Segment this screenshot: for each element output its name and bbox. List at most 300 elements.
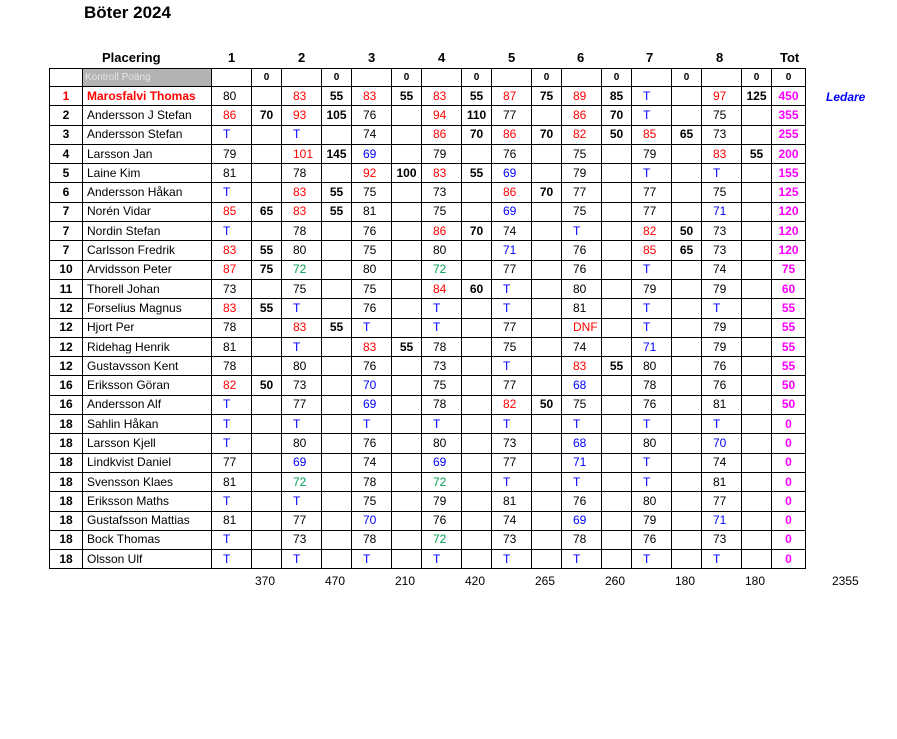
score-cell: 72 <box>422 260 462 279</box>
score-cell: T <box>632 318 672 337</box>
score-cell: T <box>492 550 532 569</box>
placement-cell: 18 <box>50 530 83 549</box>
penalty-points-cell <box>532 164 562 183</box>
table-row <box>50 318 806 337</box>
penalty-points-cell <box>742 415 772 434</box>
total-cell: 55 <box>772 299 806 318</box>
score-cell: 76 <box>562 241 602 260</box>
penalty-points-cell <box>672 318 702 337</box>
score-cell: 75 <box>352 183 392 202</box>
header-round-1: 1 <box>228 50 236 65</box>
penalty-points-cell <box>462 530 492 549</box>
header-round-6: 6 <box>577 50 585 65</box>
penalty-points-cell <box>742 183 772 202</box>
score-cell: 68 <box>562 434 602 453</box>
penalty-points-cell <box>392 434 422 453</box>
score-cell: T <box>702 550 742 569</box>
penalty-points-cell <box>392 125 422 144</box>
penalty-points-cell <box>392 260 422 279</box>
penalty-points-cell: 50 <box>602 125 632 144</box>
player-name-cell: Norén Vidar <box>83 202 212 221</box>
results-table-body <box>50 69 806 569</box>
player-name-cell: Andersson J Stefan <box>83 106 212 125</box>
score-cell: 74 <box>492 222 532 241</box>
penalty-points-cell: 100 <box>392 164 422 183</box>
score-cell: 76 <box>352 299 392 318</box>
score-cell: 83 <box>282 318 322 337</box>
score-cell: 86 <box>212 106 252 125</box>
player-name-cell: Andersson Håkan <box>83 183 212 202</box>
penalty-points-cell <box>742 241 772 260</box>
penalty-points-cell: 70 <box>462 125 492 144</box>
penalty-points-cell <box>742 279 772 298</box>
total-cell: 155 <box>772 164 806 183</box>
total-cell: 120 <box>772 241 806 260</box>
placement-cell: 3 <box>50 125 83 144</box>
penalty-points-cell <box>392 202 422 221</box>
score-cell: 83 <box>562 357 602 376</box>
placement-cell: 18 <box>50 453 83 472</box>
score-cell: 71 <box>492 241 532 260</box>
score-cell: 87 <box>212 260 252 279</box>
score-cell: 83 <box>282 202 322 221</box>
penalty-points-cell <box>532 222 562 241</box>
penalty-points-cell <box>392 472 422 491</box>
score-cell: 78 <box>422 337 462 356</box>
score-cell: 75 <box>562 202 602 221</box>
score-cell: 75 <box>352 241 392 260</box>
score-cell: T <box>212 125 252 144</box>
score-cell: 79 <box>422 492 462 511</box>
penalty-points-cell <box>462 183 492 202</box>
score-cell: 77 <box>492 318 532 337</box>
penalty-points-cell <box>742 395 772 414</box>
total-cell: 0 <box>772 415 806 434</box>
score-cell: 73 <box>702 530 742 549</box>
score-cell: 79 <box>702 279 742 298</box>
score-cell: 78 <box>212 357 252 376</box>
score-cell: 73 <box>282 530 322 549</box>
total-cell: 75 <box>772 260 806 279</box>
penalty-points-cell <box>672 415 702 434</box>
score-cell: 72 <box>282 472 322 491</box>
control-score-cell <box>492 69 532 87</box>
score-cell: 80 <box>352 260 392 279</box>
penalty-points-cell <box>672 492 702 511</box>
penalty-points-cell <box>392 550 422 569</box>
penalty-points-cell <box>392 241 422 260</box>
penalty-points-cell <box>462 550 492 569</box>
penalty-points-cell <box>532 144 562 163</box>
penalty-points-cell: 65 <box>672 241 702 260</box>
header-placering: Placering <box>102 50 161 65</box>
score-cell: 76 <box>492 144 532 163</box>
table-row <box>50 106 806 125</box>
penalty-points-cell: 55 <box>462 164 492 183</box>
penalty-points-cell <box>252 511 282 530</box>
score-cell: 80 <box>212 87 252 106</box>
table-row <box>50 144 806 163</box>
table-row <box>50 337 806 356</box>
penalty-points-cell <box>462 241 492 260</box>
penalty-points-cell <box>672 357 702 376</box>
penalty-points-cell <box>672 376 702 395</box>
total-cell: 50 <box>772 376 806 395</box>
penalty-points-cell <box>252 453 282 472</box>
penalty-points-cell <box>602 395 632 414</box>
placement-cell: 12 <box>50 299 83 318</box>
penalty-points-cell <box>392 279 422 298</box>
penalty-points-cell: 55 <box>252 299 282 318</box>
penalty-points-cell <box>252 144 282 163</box>
score-cell: T <box>632 164 672 183</box>
score-cell: T <box>562 472 602 491</box>
table-row <box>50 357 806 376</box>
table-row <box>50 550 806 569</box>
table-row <box>50 279 806 298</box>
score-cell: 80 <box>422 434 462 453</box>
penalty-points-cell <box>322 511 352 530</box>
round-sum: 265 <box>535 574 556 588</box>
score-cell: T <box>212 395 252 414</box>
control-points: 0 <box>742 69 772 87</box>
score-cell: 75 <box>702 183 742 202</box>
penalty-points-cell <box>322 395 352 414</box>
penalty-points-cell <box>462 511 492 530</box>
control-points: 0 <box>602 69 632 87</box>
control-points: 0 <box>392 69 422 87</box>
table-row <box>50 453 806 472</box>
penalty-points-cell <box>532 260 562 279</box>
score-cell: 75 <box>422 202 462 221</box>
penalty-points-cell <box>322 279 352 298</box>
score-cell: 94 <box>422 106 462 125</box>
player-name-cell: Larsson Jan <box>83 144 212 163</box>
penalty-points-cell: 105 <box>322 106 352 125</box>
penalty-points-cell <box>392 395 422 414</box>
penalty-points-cell <box>602 472 632 491</box>
penalty-points-cell <box>672 279 702 298</box>
penalty-points-cell: 70 <box>252 106 282 125</box>
score-cell: T <box>352 318 392 337</box>
penalty-points-cell <box>392 106 422 125</box>
header-round-5: 5 <box>508 50 516 65</box>
penalty-points-cell <box>742 337 772 356</box>
placement-cell: 7 <box>50 241 83 260</box>
round-sum: 180 <box>675 574 696 588</box>
score-cell: T <box>422 318 462 337</box>
penalty-points-cell <box>462 376 492 395</box>
score-cell: T <box>492 472 532 491</box>
penalty-points-cell <box>252 222 282 241</box>
table-row <box>50 241 806 260</box>
placement-cell: 7 <box>50 202 83 221</box>
penalty-points-cell <box>742 299 772 318</box>
penalty-points-cell <box>742 550 772 569</box>
penalty-points-cell <box>392 183 422 202</box>
penalty-points-cell <box>672 395 702 414</box>
score-cell: 77 <box>492 106 532 125</box>
score-cell: 74 <box>702 260 742 279</box>
score-cell: 77 <box>282 511 322 530</box>
total-cell: 0 <box>772 550 806 569</box>
score-cell: T <box>422 299 462 318</box>
penalty-points-cell <box>602 453 632 472</box>
score-cell: 74 <box>352 453 392 472</box>
score-cell: 76 <box>562 492 602 511</box>
penalty-points-cell: 70 <box>532 125 562 144</box>
penalty-points-cell <box>252 279 282 298</box>
penalty-points-cell <box>462 260 492 279</box>
score-cell: 69 <box>352 144 392 163</box>
round-sum: 470 <box>325 574 346 588</box>
score-cell: 72 <box>422 472 462 491</box>
penalty-points-cell <box>672 550 702 569</box>
penalty-points-cell <box>672 511 702 530</box>
score-cell: 80 <box>282 357 322 376</box>
table-row <box>50 202 806 221</box>
score-cell: 81 <box>702 472 742 491</box>
score-cell: 73 <box>702 222 742 241</box>
score-cell: 74 <box>492 511 532 530</box>
score-cell: 85 <box>212 202 252 221</box>
penalty-points-cell <box>532 492 562 511</box>
penalty-points-cell: 55 <box>322 202 352 221</box>
player-name-cell: Eriksson Göran <box>83 376 212 395</box>
player-name-cell: Ridehag Henrik <box>83 337 212 356</box>
table-row <box>50 395 806 414</box>
score-cell: 92 <box>352 164 392 183</box>
score-cell: 82 <box>492 395 532 414</box>
total-cell: 0 <box>772 434 806 453</box>
total-cell: 255 <box>772 125 806 144</box>
penalty-points-cell <box>672 337 702 356</box>
table-row <box>50 530 806 549</box>
score-cell: 84 <box>422 279 462 298</box>
score-cell: 76 <box>352 222 392 241</box>
round-sum: 210 <box>395 574 416 588</box>
placement-cell: 18 <box>50 511 83 530</box>
score-cell: 76 <box>632 530 672 549</box>
penalty-points-cell <box>742 202 772 221</box>
score-cell: 80 <box>632 434 672 453</box>
penalty-points-cell <box>392 318 422 337</box>
player-name-cell: Lindkvist Daniel <box>83 453 212 472</box>
score-cell: T <box>282 550 322 569</box>
score-cell: 71 <box>702 202 742 221</box>
score-cell: T <box>492 415 532 434</box>
penalty-points-cell: 70 <box>602 106 632 125</box>
header-round-2: 2 <box>298 50 306 65</box>
header-tot: Tot <box>780 50 800 65</box>
score-cell: 69 <box>492 164 532 183</box>
control-points: 0 <box>462 69 492 87</box>
score-cell: 75 <box>352 279 392 298</box>
control-points: 0 <box>672 69 702 87</box>
player-name-cell: Nordin Stefan <box>83 222 212 241</box>
score-cell: T <box>212 222 252 241</box>
score-cell: 86 <box>562 106 602 125</box>
score-cell: 77 <box>632 183 672 202</box>
score-cell: T <box>492 357 532 376</box>
control-tot: 0 <box>772 69 806 87</box>
player-name-cell: Gustavsson Kent <box>83 357 212 376</box>
player-name-cell: Marosfalvi Thomas <box>83 87 212 106</box>
score-cell: T <box>282 492 322 511</box>
score-cell: 68 <box>562 376 602 395</box>
score-cell: 79 <box>562 164 602 183</box>
placement-cell: 18 <box>50 415 83 434</box>
score-cell: 80 <box>282 241 322 260</box>
header-round-4: 4 <box>438 50 446 65</box>
player-name-cell: Forselius Magnus <box>83 299 212 318</box>
penalty-points-cell <box>462 492 492 511</box>
penalty-points-cell <box>322 299 352 318</box>
penalty-points-cell: 55 <box>392 337 422 356</box>
total-cell: 120 <box>772 222 806 241</box>
table-row <box>50 183 806 202</box>
score-cell: 79 <box>632 144 672 163</box>
penalty-points-cell <box>532 415 562 434</box>
penalty-points-cell <box>742 357 772 376</box>
table-row <box>50 125 806 144</box>
control-points: 0 <box>532 69 562 87</box>
score-cell: 79 <box>702 337 742 356</box>
score-cell: 78 <box>562 530 602 549</box>
penalty-points-cell <box>532 337 562 356</box>
table-row <box>50 164 806 183</box>
score-cell: 70 <box>352 376 392 395</box>
penalty-points-cell <box>322 222 352 241</box>
penalty-points-cell: 125 <box>742 87 772 106</box>
penalty-points-cell <box>602 337 632 356</box>
score-cell: 101 <box>282 144 322 163</box>
penalty-points-cell <box>742 318 772 337</box>
penalty-points-cell <box>252 472 282 491</box>
penalty-points-cell: 145 <box>322 144 352 163</box>
score-cell: 86 <box>422 125 462 144</box>
score-cell: 76 <box>352 434 392 453</box>
score-cell: 82 <box>212 376 252 395</box>
total-cell: 0 <box>772 530 806 549</box>
penalty-points-cell <box>672 183 702 202</box>
score-cell: 86 <box>492 183 532 202</box>
score-cell: 78 <box>422 395 462 414</box>
placement-cell: 1 <box>50 87 83 106</box>
score-cell: 77 <box>492 260 532 279</box>
player-name-cell: Andersson Alf <box>83 395 212 414</box>
penalty-points-cell <box>742 125 772 144</box>
total-cell: 60 <box>772 279 806 298</box>
penalty-points-cell <box>252 87 282 106</box>
penalty-points-cell <box>252 337 282 356</box>
leader-note: Ledare <box>826 90 866 104</box>
control-row <box>50 69 806 87</box>
penalty-points-cell <box>532 318 562 337</box>
round-sum: 370 <box>255 574 276 588</box>
score-cell: T <box>212 550 252 569</box>
score-cell: 69 <box>492 202 532 221</box>
total-cell: 55 <box>772 337 806 356</box>
score-cell: 71 <box>562 453 602 472</box>
score-cell: T <box>562 415 602 434</box>
control-label: Kontroll Poäng <box>83 69 212 87</box>
placement-cell: 18 <box>50 472 83 491</box>
score-cell: 80 <box>632 492 672 511</box>
penalty-points-cell <box>672 472 702 491</box>
score-cell: 77 <box>562 183 602 202</box>
penalty-points-cell <box>322 415 352 434</box>
penalty-points-cell: 75 <box>532 87 562 106</box>
penalty-points-cell <box>322 125 352 144</box>
score-cell: T <box>212 183 252 202</box>
player-name-cell: Eriksson Maths <box>83 492 212 511</box>
player-name-cell: Thorell Johan <box>83 279 212 298</box>
total-cell: 0 <box>772 492 806 511</box>
penalty-points-cell <box>252 164 282 183</box>
score-cell: T <box>562 550 602 569</box>
score-cell: 78 <box>282 222 322 241</box>
score-cell: 77 <box>702 492 742 511</box>
penalty-points-cell <box>252 357 282 376</box>
penalty-points-cell <box>462 434 492 453</box>
penalty-points-cell <box>392 144 422 163</box>
penalty-points-cell <box>602 434 632 453</box>
score-cell: T <box>212 415 252 434</box>
page-title: Böter 2024 <box>84 3 171 22</box>
score-cell: 79 <box>702 318 742 337</box>
penalty-points-cell <box>532 299 562 318</box>
penalty-points-cell <box>672 144 702 163</box>
score-cell: 78 <box>212 318 252 337</box>
score-cell: 73 <box>422 357 462 376</box>
penalty-points-cell <box>672 260 702 279</box>
table-row <box>50 434 806 453</box>
score-cell: T <box>562 222 602 241</box>
player-name-cell: Arvidsson Peter <box>83 260 212 279</box>
total-cell: 200 <box>772 144 806 163</box>
penalty-points-cell <box>252 550 282 569</box>
score-cell: 82 <box>632 222 672 241</box>
penalty-points-cell <box>532 453 562 472</box>
score-cell: T <box>282 299 322 318</box>
table-row <box>50 472 806 491</box>
score-cell: 76 <box>352 357 392 376</box>
player-name-cell: Sahlin Håkan <box>83 415 212 434</box>
header-round-8: 8 <box>716 50 724 65</box>
score-cell: T <box>632 415 672 434</box>
score-cell: 81 <box>352 202 392 221</box>
penalty-points-cell: 50 <box>532 395 562 414</box>
penalty-points-cell <box>462 318 492 337</box>
penalty-points-cell <box>392 357 422 376</box>
placement-cell: 4 <box>50 144 83 163</box>
total-cell: 120 <box>772 202 806 221</box>
placement-cell: 6 <box>50 183 83 202</box>
penalty-points-cell: 55 <box>252 241 282 260</box>
score-cell: 73 <box>492 434 532 453</box>
penalty-points-cell: 110 <box>462 106 492 125</box>
score-cell: 73 <box>282 376 322 395</box>
placement-cell: 10 <box>50 260 83 279</box>
score-cell: 75 <box>492 337 532 356</box>
penalty-points-cell <box>532 530 562 549</box>
placement-cell: 18 <box>50 550 83 569</box>
penalty-points-cell <box>742 511 772 530</box>
penalty-points-cell <box>602 202 632 221</box>
penalty-points-cell <box>252 125 282 144</box>
penalty-points-cell <box>532 434 562 453</box>
